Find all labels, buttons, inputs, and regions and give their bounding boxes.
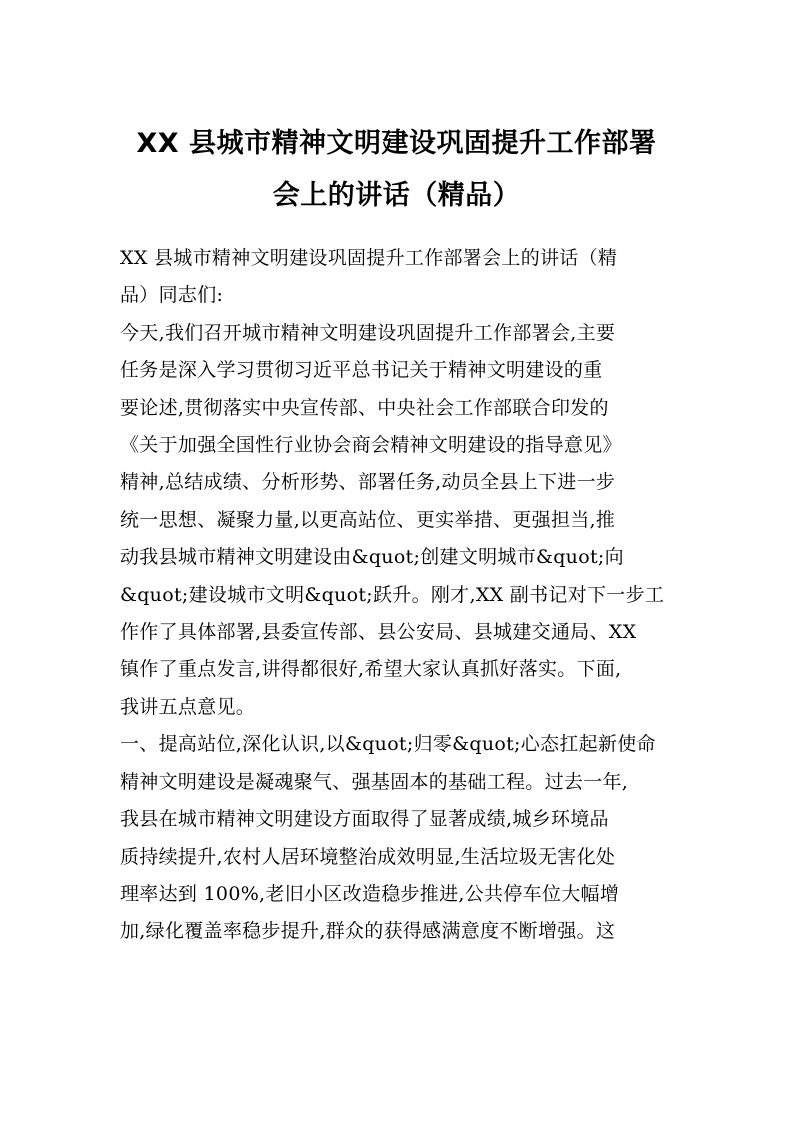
text-line: 加,绿化覆盖率稳步提升,群众的获得感满意度不断增强。这 xyxy=(120,920,616,943)
title-line: XX 县城市精神文明建设巩固提升工作部署 xyxy=(136,128,657,159)
text-line: 统一思想、凝聚力量,以更高站位、更实举措、更强担当,推 xyxy=(120,508,616,531)
text-line: 精神文明建设是凝魂聚气、强基固本的基础工程。过去一年, xyxy=(120,770,629,793)
document-body xyxy=(120,240,675,951)
text-line: 作作了具体部署,县委宣传部、县公安局、县城建交通局、XX xyxy=(120,621,637,644)
paragraph-opening xyxy=(120,315,675,726)
text-line: XX 县城市精神文明建设巩固提升工作部署会上的讲话（精 xyxy=(120,247,618,269)
document-title xyxy=(100,118,693,222)
text-line: 一、提高站位,深化认识,以&quot;归零&quot;心态扛起新使命 xyxy=(120,733,656,756)
text-line: 镇作了重点发言,讲得都很好,希望大家认真抓好落实。下面, xyxy=(120,658,622,681)
title-line: 会上的讲话（精品） xyxy=(272,180,521,211)
paragraph-heading-salutation xyxy=(120,240,675,315)
section-heading-one xyxy=(120,726,675,763)
text-line: 理率达到 100%,老旧小区改造稳步推进,公共停车位大幅增 xyxy=(120,882,620,905)
text-line: 我县在城市精神文明建设方面取得了显著成绩,城乡环境品 xyxy=(120,808,609,831)
text-line: 动我县城市精神文明建设由&quot;创建文明城市&quot;向 xyxy=(120,546,624,569)
text-line: 《关于加强全国性行业协会商会精神文明建设的指导意见》 xyxy=(120,434,622,457)
text-line: 品）同志们: xyxy=(120,284,224,307)
paragraph-section-one xyxy=(120,764,675,951)
text-line: 任务是深入学习贯彻习近平总书记关于精神文明建设的重 xyxy=(120,359,603,382)
text-line: 精神,总结成绩、分析形势、部署任务,动员全县上下进一步 xyxy=(120,471,616,494)
text-line: 今天,我们召开城市精神文明建设巩固提升工作部署会,主要 xyxy=(120,321,616,344)
text-line: 要论述,贯彻落实中央宣传部、中央社会工作部联合印发的 xyxy=(120,396,609,419)
text-line: 质持续提升,农村人居环境整治成效明显,生活垃圾无害化处 xyxy=(120,845,616,868)
text-line: 我讲五点意见。 xyxy=(120,695,256,718)
text-line: &quot;建设城市文明&quot;跃升。刚才,XX 副书记对下一步工 xyxy=(120,583,665,606)
